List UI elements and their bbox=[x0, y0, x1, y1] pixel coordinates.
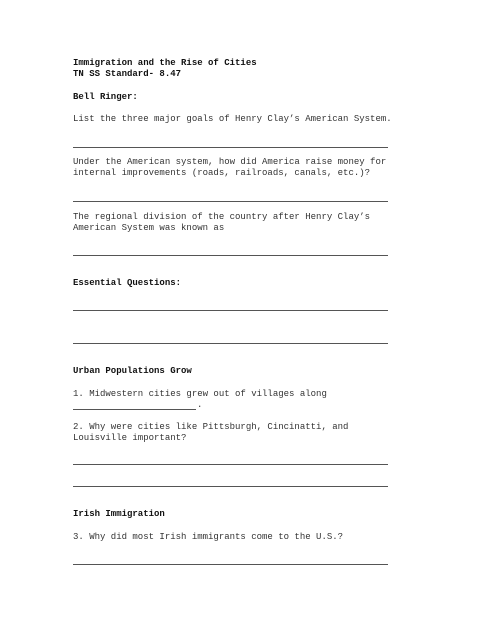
urban-question-1: 1. Midwestern cities grew out of villages along bbox=[73, 389, 327, 399]
urban-question-2-line-2: Louisville important? bbox=[73, 433, 187, 443]
bell-ringer-question-1: List the three major goals of Henry Clay’s American System. bbox=[73, 114, 392, 124]
bell-ringer-question-2-line-2: internal improvements (roads, railroads, canals, etc.)? bbox=[73, 168, 371, 178]
fill-in-blank-line[interactable] bbox=[73, 409, 196, 410]
irish-question-3: 3. Why did most Irish immigrants come to the U.S.? bbox=[73, 532, 344, 542]
essential-questions-heading: Essential Questions: bbox=[73, 278, 182, 288]
answer-line[interactable] bbox=[73, 147, 388, 148]
answer-line[interactable] bbox=[73, 201, 388, 202]
answer-line[interactable] bbox=[73, 255, 388, 256]
sentence-period: . bbox=[197, 400, 203, 410]
answer-line[interactable] bbox=[73, 464, 388, 465]
answer-line[interactable] bbox=[73, 564, 388, 565]
standard-label: TN SS Standard- 8.47 bbox=[73, 69, 182, 79]
bell-ringer-question-2-line-1: Under the American system, how did America raise money for bbox=[73, 157, 387, 167]
answer-line[interactable] bbox=[73, 343, 388, 344]
bell-ringer-question-3-line-1: The regional division of the country after Henry Clay’s bbox=[73, 212, 371, 222]
urban-populations-heading: Urban Populations Grow bbox=[73, 366, 192, 376]
irish-immigration-heading: Irish Immigration bbox=[73, 509, 165, 519]
answer-line[interactable] bbox=[73, 486, 388, 487]
answer-line[interactable] bbox=[73, 310, 388, 311]
bell-ringer-question-3-line-2: American System was known as bbox=[73, 223, 225, 233]
worksheet-title: Immigration and the Rise of Cities bbox=[73, 58, 257, 68]
bell-ringer-heading: Bell Ringer: bbox=[73, 92, 138, 102]
urban-question-2-line-1: 2. Why were cities like Pittsburgh, Cincinatti, and bbox=[73, 422, 349, 432]
